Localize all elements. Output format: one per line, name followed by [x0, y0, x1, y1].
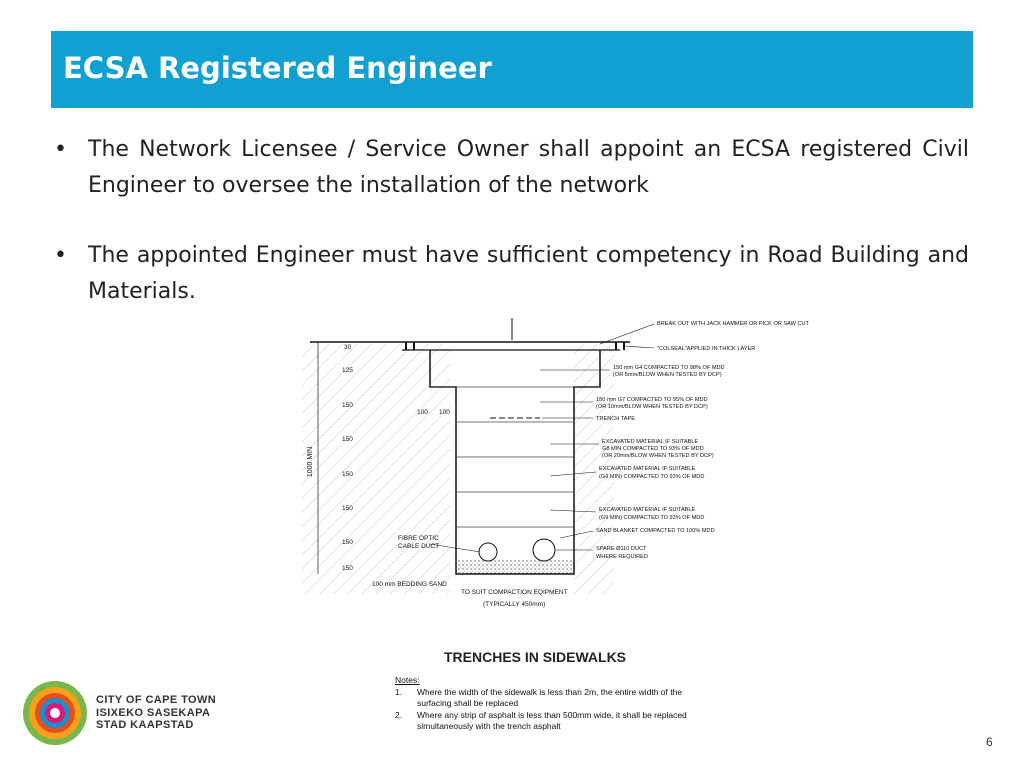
bedding-sand: [456, 560, 574, 574]
right-label: 150 mm G7 COMPACTED TO 95% OF MDD: [596, 397, 708, 403]
note-number: 2.: [395, 709, 403, 720]
left-label: FIBRE OPTIC: [398, 535, 439, 542]
soil-hatch-left: [302, 344, 450, 594]
right-label: G8 MIN COMPACTED TO 93% OF MDD: [602, 446, 704, 452]
inner-dim-label: 100: [417, 409, 428, 416]
dim-label: 150: [342, 471, 353, 478]
right-label: 150 mm G4 COMPACTED TO 98% OF MDD: [613, 365, 725, 371]
dim-label: 125: [342, 367, 353, 374]
bullet-text: The appointed Engineer must have sufficient competency in Road Building and Materials.: [88, 243, 969, 304]
bullet-symbol: •: [54, 243, 67, 268]
bullet-item: [54, 132, 969, 204]
right-label: SPARE Ø110 DUCT: [596, 546, 647, 552]
dim-label: 150: [342, 565, 353, 572]
diagram-caption: TRENCHES IN SIDEWALKS: [444, 649, 627, 665]
slide-title: ECSA Registered Engineer: [63, 51, 492, 85]
dim-label: 30: [344, 344, 352, 351]
right-label: EXCAVATED MATERIAL IF SUITABLE: [599, 466, 696, 472]
right-label: (OR 5mm/BLOW WHEN TESTED BY DCP): [613, 372, 722, 378]
leader-line: [600, 324, 654, 344]
bottom-label: (TYPICALLY 450mm): [483, 601, 546, 608]
right-label: BREAK OUT WITH JACK HAMMER OR PICK OR SAW CUT: [657, 321, 809, 327]
inner-dim-label: 100: [439, 409, 450, 416]
city-name-line: STAD KAAPSTAD: [96, 719, 194, 731]
dim-label: 150: [342, 402, 353, 409]
right-label: (G9 MIN) COMPACTED TO 93% OF MDD: [599, 474, 705, 480]
page-number: 6: [986, 735, 993, 749]
city-name-line: CITY OF CAPE TOWN: [96, 694, 217, 706]
header-bar: [51, 31, 973, 108]
left-label: 100 mm BEDDING SAND: [372, 581, 447, 588]
right-label: (OR 10mm/BLOW WHEN TESTED BY DCP): [596, 404, 708, 410]
dim-label: 150: [342, 436, 353, 443]
bottom-label: TO SUIT COMPACTION EQIPMENT: [461, 589, 568, 596]
city-name: [96, 694, 216, 732]
vertical-dim-label: 1000 MIN: [307, 446, 314, 478]
note-item: [395, 687, 695, 710]
note-number: 1.: [395, 686, 403, 697]
bullet-symbol: •: [54, 137, 67, 162]
right-label: (OR 20mm/BLOW WHEN TESTED BY DCP): [602, 453, 714, 459]
right-label: (G9 MIN) COMPACTED TO 93% OF MDD: [599, 515, 705, 521]
right-label: EXCAVATED MATERIAL IF SUITABLE: [602, 439, 699, 445]
note-item: [395, 710, 695, 733]
right-label: TRENCH TAPE: [596, 416, 635, 422]
fibre-duct: [479, 543, 497, 561]
bullet-text: The Network Licensee / Service Owner shall appoint an ECSA registered Civil Engineer to oversee the installation of the network: [88, 137, 969, 198]
right-label: "COLSEAL"APPLIED IN THICK LAYER: [657, 346, 756, 352]
dim-label: 150: [342, 505, 353, 512]
left-label: CABLE DUCT: [398, 543, 440, 550]
trench-diagram: [290, 312, 810, 612]
right-label: WHERE REQUIRED: [596, 554, 648, 560]
city-name-line: ISIXEKO SASEKAPA: [96, 706, 211, 719]
note-text: Where the width of the sidewalk is less than 2m, the entire width of the surfacing shall be replaced: [417, 686, 683, 708]
notes-title: Notes:: [395, 675, 420, 685]
bullet-item: [54, 238, 969, 310]
city-logo-icon: [22, 680, 88, 746]
notes-block: [395, 675, 695, 733]
right-label: SAND BLANKET COMPACTED TO 100% MDD: [596, 528, 715, 534]
spare-duct: [533, 539, 555, 561]
saw-cut-right: [616, 342, 624, 350]
note-text: Where any strip of asphalt is less than 500mm wide, it shall be replaced simultaneously with the trench asphalt: [417, 709, 687, 731]
dim-label: 150: [342, 539, 353, 546]
right-label: EXCAVATED MATERIAL IF SUITABLE: [599, 507, 696, 513]
leader-line: [624, 346, 654, 348]
